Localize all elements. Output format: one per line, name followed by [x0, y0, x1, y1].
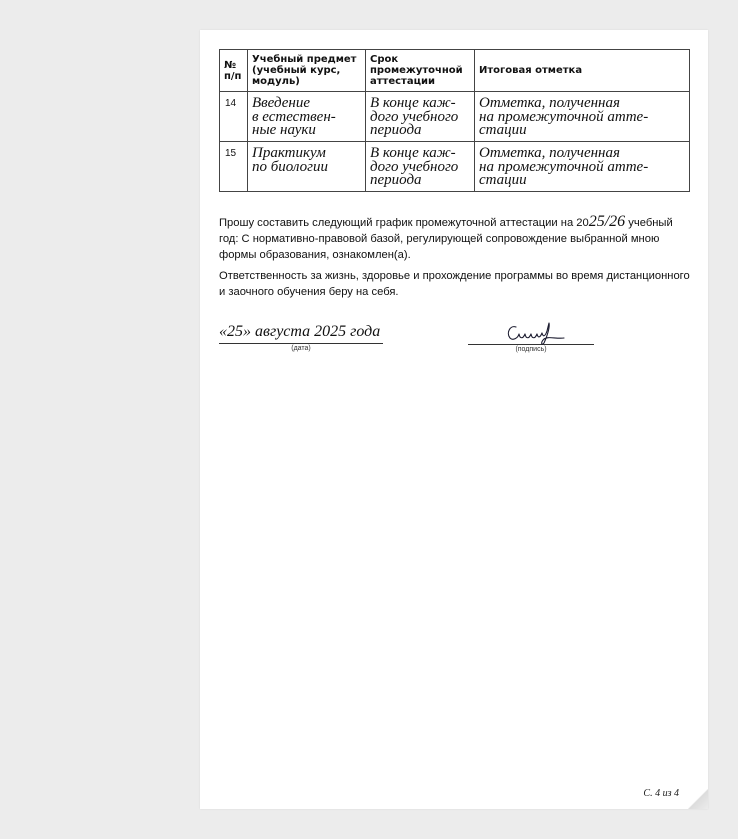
signature-field	[468, 321, 594, 355]
row-num: 14	[220, 92, 248, 142]
attestation-table	[219, 49, 690, 192]
row-subject: Практикум по биологии	[248, 142, 366, 192]
page-number: С. 4 из 4	[643, 788, 679, 799]
row-mark: Отметка, полученная на промежуточной атте- стации	[475, 92, 690, 142]
table-row	[220, 142, 690, 192]
request-paragraph: Прошу составить следующий график промежуточной аттестации на 2025/26 учебный год: С нормативно-правовой базой, регулирующей сопровождение выбранной мною формы образования, ознакомлен(а).	[219, 213, 673, 261]
responsibility-paragraph: Ответственность за жизнь, здоровье и прохождение программы во время дистанционного и заочного обучения беру на себя.	[219, 270, 690, 298]
row-term: В конце каж- дого учебного периода	[366, 92, 475, 142]
row-subject: Введение в естествен- ные науки	[248, 92, 366, 142]
date-caption: (дата)	[291, 345, 311, 352]
date-value: «25» августа 2025 года	[219, 323, 381, 340]
header-num: № п/п	[220, 50, 248, 92]
header-mark: Итоговая отметка	[475, 50, 690, 92]
academic-year: 25/26	[588, 213, 626, 230]
page-corner-fold	[688, 789, 708, 809]
signature-caption: (подпись)	[515, 346, 547, 353]
signature-area	[468, 321, 594, 344]
date-field	[219, 321, 383, 354]
row-term: В конце каж- дого учебного периода	[366, 142, 475, 192]
table-header-row	[220, 50, 690, 92]
header-term: Срок промежуточной аттестации	[366, 50, 475, 92]
header-subject: Учебный предмет (учебный курс, модуль)	[248, 50, 366, 92]
table-row	[220, 92, 690, 142]
row-mark: Отметка, полученная на промежуточной атте- стации	[475, 142, 690, 192]
document-page	[200, 30, 708, 809]
row-num: 15	[220, 142, 248, 192]
signature-mark	[504, 321, 574, 347]
